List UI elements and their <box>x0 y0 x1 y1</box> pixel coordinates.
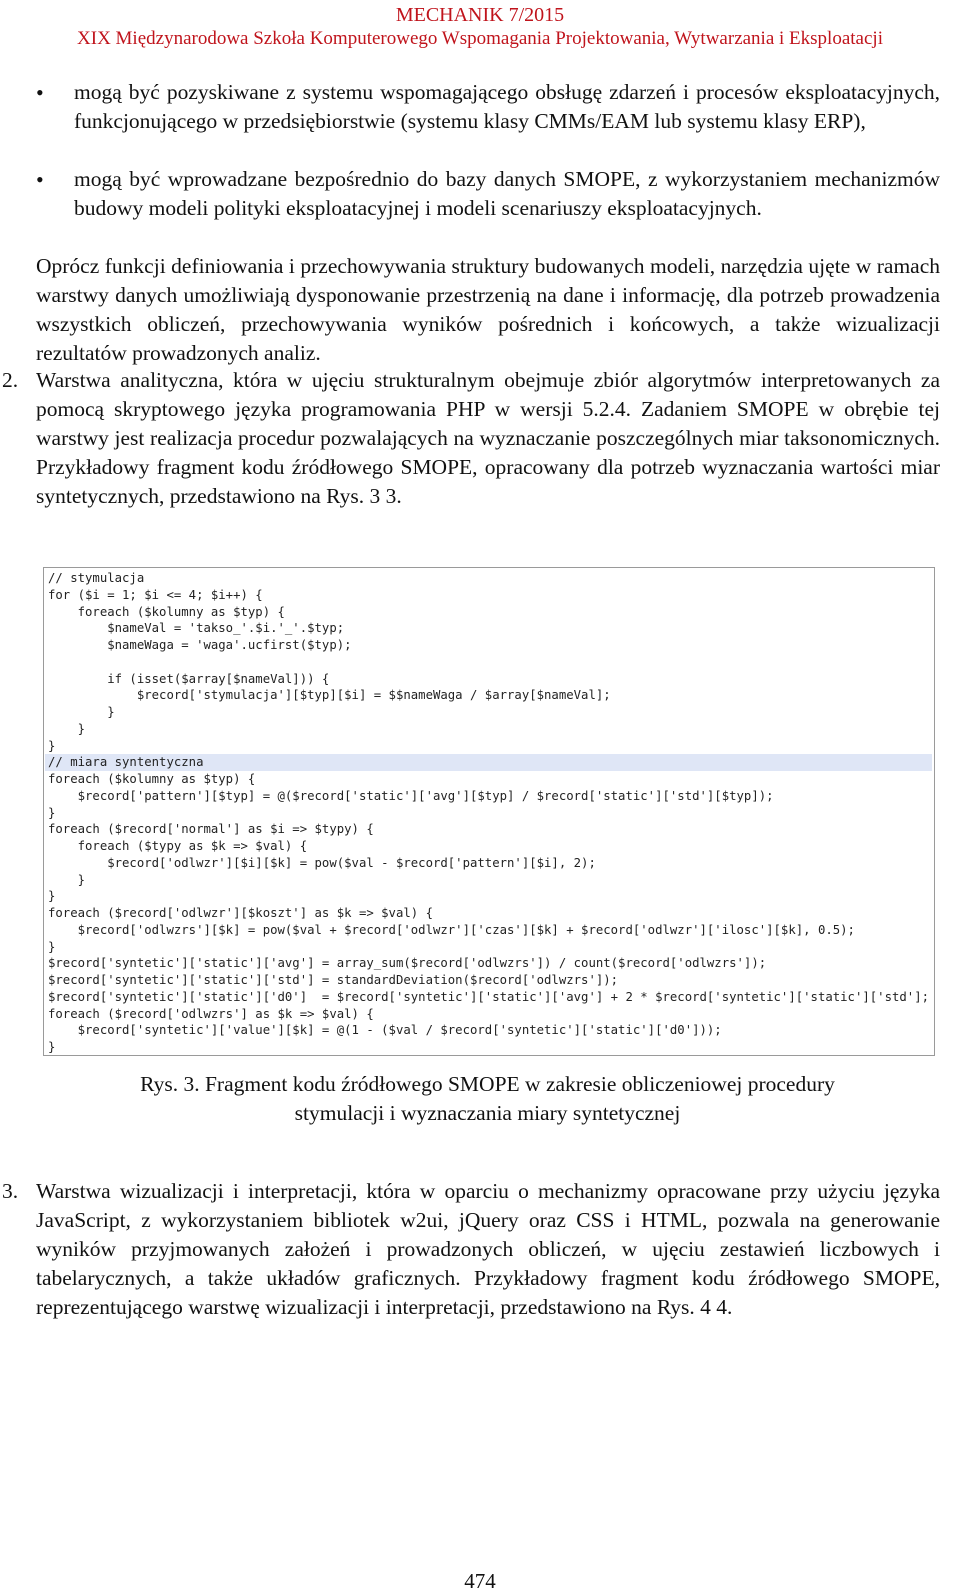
bullet-marker: • <box>36 167 44 192</box>
journal-header: MECHANIK 7/2015 <box>395 4 565 26</box>
figure-caption-line-1: Rys. 3. Fragment kodu źródłowego SMOPE w zakresie obliczeniowej procedury <box>140 1072 835 1096</box>
code-line: $record['pattern'][$typ] = @($record['static']['avg'][$typ] / $record['static']['std'][$typ]); <box>48 788 774 803</box>
code-line: } <box>48 939 56 954</box>
code-line: // miara syntentyczna <box>48 755 204 770</box>
list-number-3: 3. <box>2 1179 19 1203</box>
code-line: // stymulacja <box>48 571 145 585</box>
code-line: foreach ($record['odlwzr'][$koszt'] as $k => $val) { <box>48 906 433 920</box>
code-line: $record['syntetic']['static']['std'] = standardDeviation($record['odlwzrs']); <box>48 973 619 987</box>
bullet-marker: • <box>36 80 44 105</box>
figure-caption-line-2: stymulacji i wyznaczania miary syntetycznej <box>294 1101 681 1125</box>
code-line: $record['syntetic']['static']['avg'] = array_sum($record['odlwzrs']) / count($record['odlwzrs']); <box>48 956 767 971</box>
code-line: foreach ($record['normal'] as $i => $typy) { <box>48 822 374 837</box>
code-line: foreach ($kolumny as $typ) { <box>48 604 285 619</box>
page-number: 474 <box>464 1569 496 1593</box>
bullet-item-2: mogą być wprowadzane bezpośrednio do bazy danych SMOPE, z wykorzystaniem mechanizmów budowy modeli polityki eksploatacyjnej i modeli scenariuszy eksploatacyjnych. <box>74 167 940 220</box>
code-line: $record['stymulacja'][$typ][$i] = $$nameWaga / $array[$nameVal]; <box>48 688 611 703</box>
list-item-visualization-layer: Warstwa wizualizacji i interpretacji, która w oparciu o mechanizmy opracowane przy użyciu języka JavaScript, z wykorzystaniem bibliotek w2ui, jQuery oraz CSS i HTML, pozwala na generowanie wyników przyjmowanych założeń i prowadzonych obliczeń, w ujęciu zestawień liczbowych i tabelarycznych, a także układów graficznych. Przykładowy fragment kodu źródłowego SMOPE, reprezentującego warstwę wizualizacji i interpretacji, przedstawiono na Rys. 4 4. <box>36 1179 940 1319</box>
code-line: } <box>48 1040 56 1054</box>
code-line: $nameWaga = 'waga'.ucfirst($typ); <box>48 638 352 652</box>
code-line: } <box>48 805 56 820</box>
code-line: $record['odlwzr'][$i][$k] = pow($val - $record['pattern'][$i], 2); <box>48 855 596 870</box>
code-line: $nameVal = 'takso_'.$i.'_'.$typ; <box>48 621 345 636</box>
code-line: } <box>48 872 86 887</box>
code-line: foreach ($typy as $k => $val) { <box>48 839 308 853</box>
code-line: } <box>48 738 56 753</box>
code-listing <box>43 567 935 1056</box>
code-line: } <box>48 721 86 736</box>
code-line: foreach ($record['odlwzrs'] as $k => $val) { <box>48 1006 374 1021</box>
code-line: if (isset($array[$nameVal])) { <box>48 671 330 686</box>
code-line: } <box>48 705 115 719</box>
bullet-item-1: mogą być pozyskiwane z systemu wspomagającego obsługę zdarzeń i procesów eksploatacyjnych, funkcjonującego w przedsiębiorstwie (systemu klasy CMMs/EAM lub systemu klasy ERP), <box>74 80 940 133</box>
code-line: } <box>48 889 56 904</box>
code-line: foreach ($kolumny as $typ) { <box>48 772 256 786</box>
conference-header: XIX Międzynarodowa Szkoła Komputerowego Wspomagania Projektowania, Wytwarzania i Eksploatacji <box>77 28 883 49</box>
code-line: for ($i = 1; $i <= 4; $i++) { <box>48 587 263 602</box>
code-line: $record['odlwzrs'][$k] = pow($val + $record['odlwzr']['czas'][$k] + $record['odlwzr']['ilosc'][$k], 0.5); <box>48 922 855 937</box>
paragraph-data-layer: Oprócz funkcji definiowania i przechowywania struktury budowanych modeli, narzędzia ujęte w ramach warstwy danych umożliwiają dysponowanie przestrzenią na dane i informację, dla potrzeb prowadzenia wszystkich obliczeń, przechowywania wyników pośrednich i końcowych, a także wizualizacji rezultatów prowadzonych analiz. <box>36 254 940 365</box>
list-number-2: 2. <box>2 368 19 392</box>
code-line: $record['syntetic']['static']['d0'] = $record['syntetic']['static']['avg'] + 2 * $record['syntetic']['static']['std']; <box>48 989 929 1004</box>
code-line: $record['syntetic']['value'][$k] = @(1 - ($val / $record['syntetic']['static']['d0'])); <box>48 1023 722 1038</box>
list-item-analytical-layer: Warstwa analityczna, która w ujęciu strukturalnym obejmuje zbiór algorytmów interpretowanych za pomocą skryptowego języka programowania PHP w wersji 5.2.4. Zadaniem SMOPE w obrębie tej warstwy jest realizacja procedur pozwalających na wyznaczanie poszczególnych miar taksonomicznych. Przykładowy fragment kodu źródłowego SMOPE, opracowany dla potrzeb wyznaczania wartości miar syntetycznych, przedstawiono na Rys. 3 3. <box>36 368 940 508</box>
